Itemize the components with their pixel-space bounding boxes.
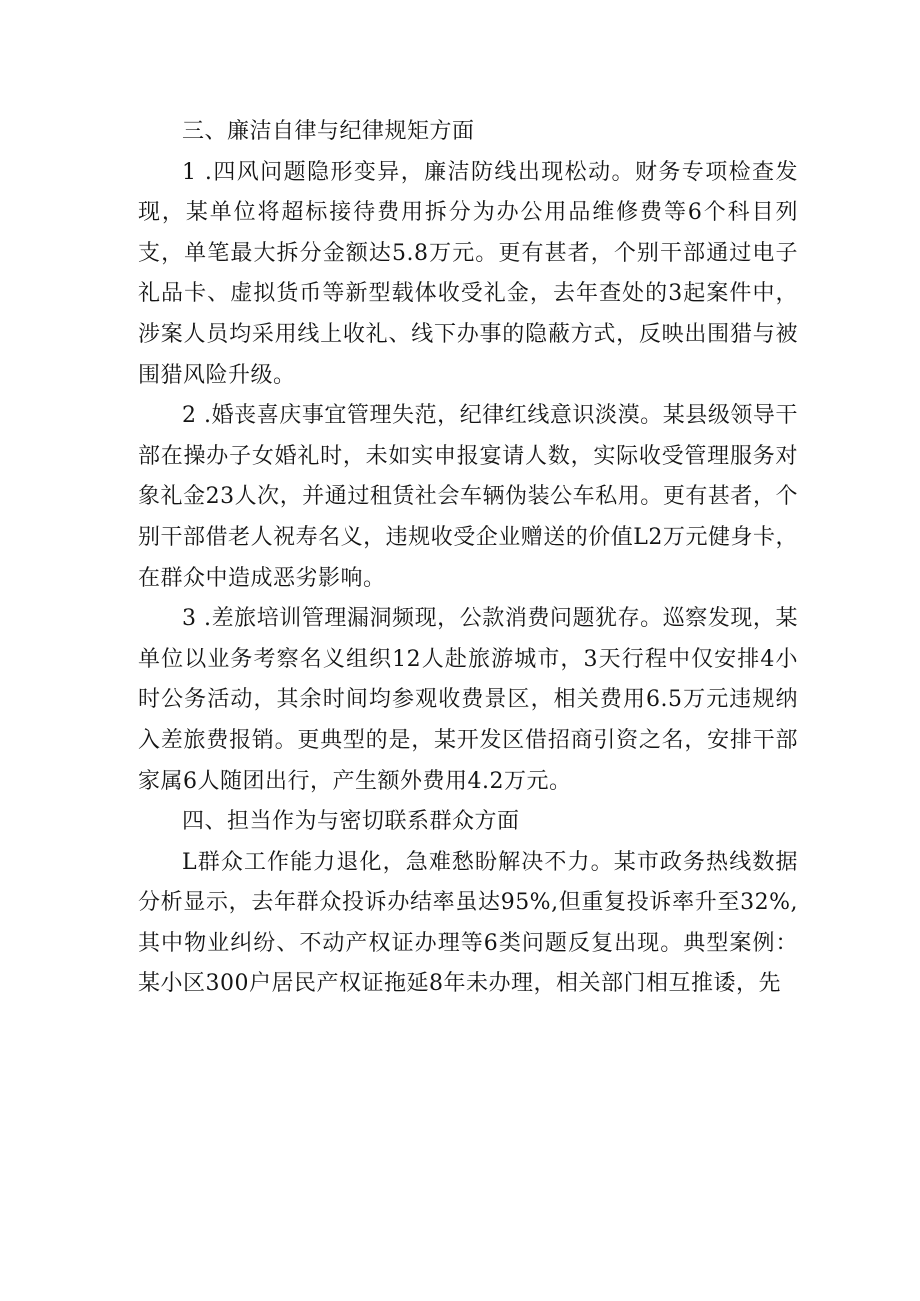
paragraph-1: 1 .四风问题隐形变异，廉洁防线出现松动。财务专项检查发现，某单位将超标接待费用拆分为办公用品维修费等6个科目列支，单笔最大拆分金额达5.8万元。更有甚者，个别干部通过电子礼品卡、虚拟货币等新型载体收受礼金，去年查处的3起案件中，涉案人员均采用线上收礼、线下办事的隐蔽方式，反映出围猎与被围猎风险升级。: [138, 159, 798, 388]
section-heading-3: 三、廉洁自律与纪律规矩方面: [182, 119, 475, 144]
section-heading-4: 四、担当作为与密切联系群众方面: [182, 809, 520, 835]
paragraph-2: 2 .婚丧喜庆事宜管理失范，纪律红线意识淡漠。某县级领导干部在操办子女婚礼时，未如实申报宴请人数，实际收受管理服务对象礼金23人次，并通过租赁社会车辆伪装公车私用。更有甚者，个别干部借老人祝寿名义，违规收受企业赠送的价值L2万元健身卡，在群众中造成恶劣影响。: [138, 403, 798, 591]
paragraph-3: 3 .差旅培训管理漏洞频现，公款消费问题犹存。巡察发现，某单位以业务考察名义组织12人赴旅游城市，3天行程中仅安排4小时公务活动，其余时间均参观收费景区，相关费用6.5万元违规纳入差旅费报销。更典型的是，某开发区借招商引资之名，安排干部家属6人随团出行，产生额外费用4.2万元。: [138, 606, 798, 794]
document-body: [138, 112, 798, 1005]
paragraph-4: L群众工作能力退化，急难愁盼解决不力。某市政务热线数据分析显示，去年群众投诉办结率虽达95%,但重复投诉率升至32%,其中物业纠纷、不动产权证办理等6类问题反复出现。典型案例：某小区300户居民产权证拖延8年未办理，相关部门相互推诿，先: [138, 849, 798, 997]
